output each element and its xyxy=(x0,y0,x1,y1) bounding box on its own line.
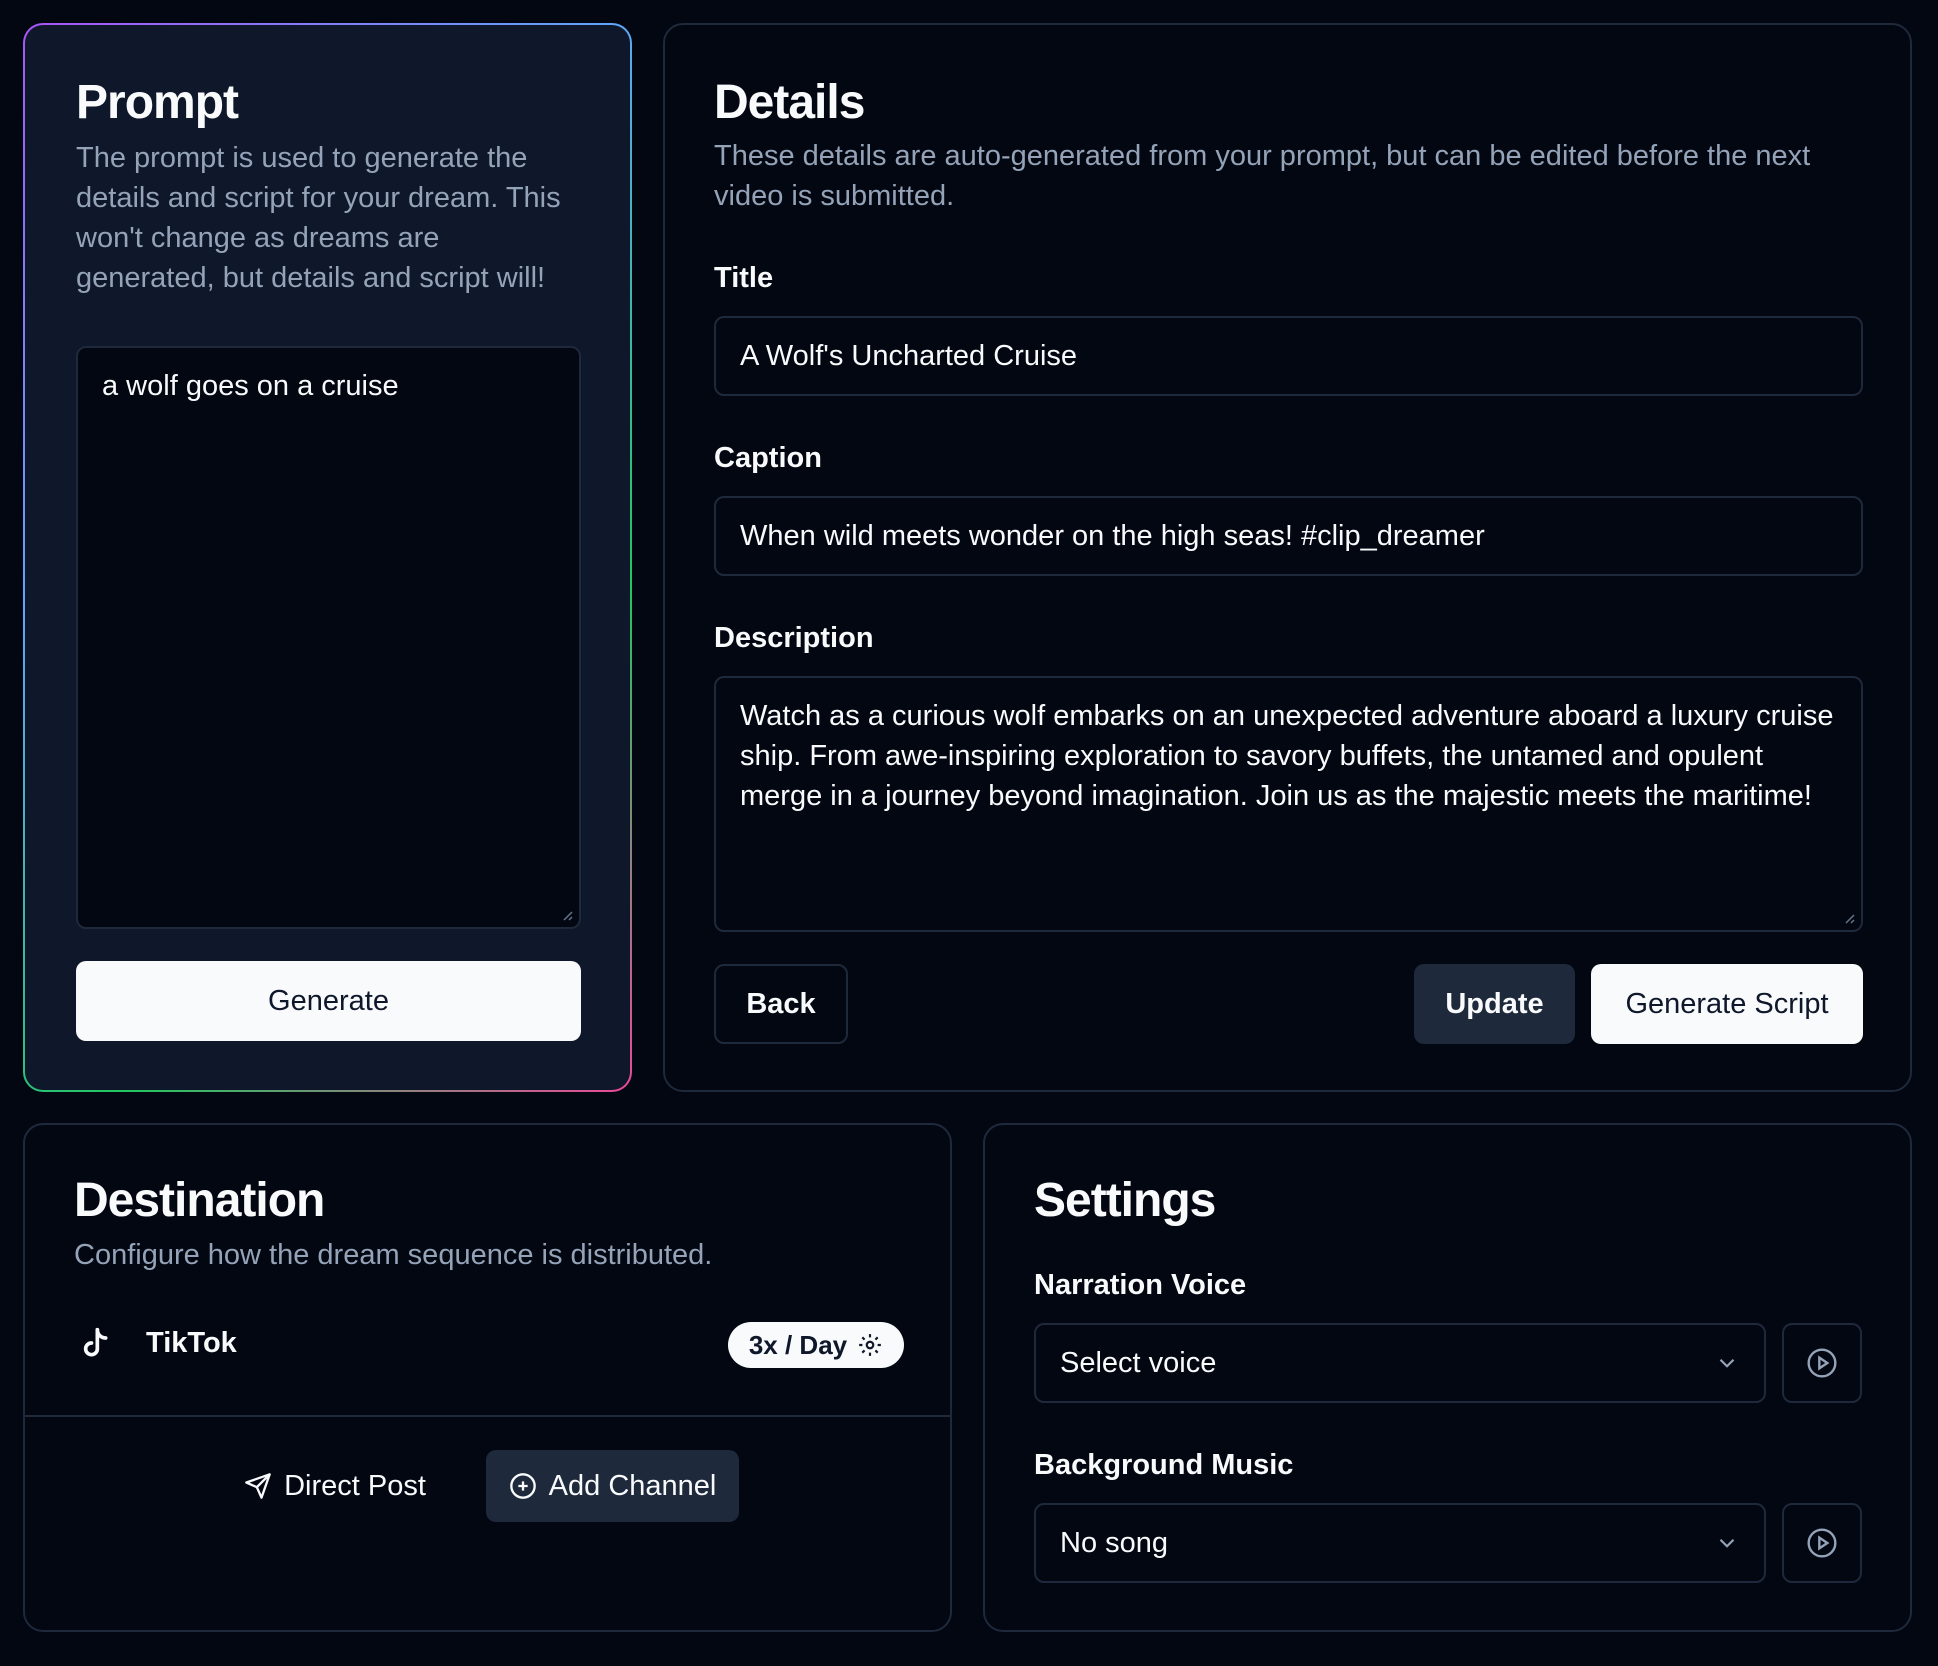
prompt-textarea[interactable] xyxy=(76,346,581,929)
settings-heading: Settings xyxy=(1034,1174,1216,1227)
details-heading: Details xyxy=(714,76,865,129)
title-value: A Wolf's Uncharted Cruise xyxy=(740,340,1078,372)
plus-circle-icon xyxy=(509,1472,537,1500)
title-input[interactable] xyxy=(714,316,1863,396)
divider xyxy=(25,1415,950,1417)
gear-icon xyxy=(857,1332,883,1358)
narration-voice-select[interactable] xyxy=(1034,1323,1766,1403)
details-card xyxy=(663,23,1912,1092)
destination-description: Configure how the dream sequence is distributed. xyxy=(74,1239,713,1271)
prompt-text: a wolf goes on a cruise xyxy=(102,370,399,402)
send-icon xyxy=(244,1472,272,1500)
prompt-card xyxy=(23,23,632,1092)
narration-voice-label: Narration Voice xyxy=(1034,1269,1247,1301)
caption-input[interactable] xyxy=(714,496,1863,576)
caption-value: When wild meets wonder on the high seas! #clip_dreamer xyxy=(740,520,1485,552)
destination-heading: Destination xyxy=(74,1174,325,1227)
narration-play-button[interactable] xyxy=(1782,1323,1862,1403)
channel-name: TikTok xyxy=(146,1327,237,1359)
frequency-badge[interactable] xyxy=(728,1322,904,1368)
destination-card xyxy=(23,1123,952,1632)
background-music-label: Background Music xyxy=(1034,1449,1294,1481)
background-music-value: No song xyxy=(1060,1527,1169,1559)
tiktok-icon xyxy=(74,1323,122,1371)
chevron-down-icon xyxy=(1714,1530,1740,1556)
narration-voice-value: Select voice xyxy=(1060,1347,1217,1379)
description-value: Watch as a curious wolf embarks on an unexpected adventure aboard a luxury cruise ship. From awe-inspiring exploration to savory buffets, the untamed and opulent merge in a journey beyond imagination. Join us as the majestic meets the maritime! xyxy=(740,700,1834,812)
title-label: Title xyxy=(714,262,774,294)
chevron-down-icon xyxy=(1714,1350,1740,1376)
add-channel-button[interactable] xyxy=(486,1450,739,1522)
prompt-heading: Prompt xyxy=(76,76,238,129)
resize-grip-icon[interactable] xyxy=(1841,910,1855,924)
caption-label: Caption xyxy=(714,442,822,474)
generate-script-button[interactable]: Generate Script xyxy=(1591,964,1863,1044)
back-button[interactable]: Back xyxy=(714,964,848,1044)
update-button[interactable]: Update xyxy=(1414,964,1575,1044)
details-description: These details are auto-generated from your prompt, but can be edited before the next video is submitted. xyxy=(714,140,1811,212)
settings-card xyxy=(983,1123,1912,1632)
frequency-text: 3x / Day xyxy=(748,1329,848,1360)
prompt-description: The prompt is used to generate the details and script for your dream. This won't change as dreams are generated, but details and script will! xyxy=(76,142,561,294)
play-circle-icon xyxy=(1806,1347,1838,1379)
description-label: Description xyxy=(714,622,874,654)
add-channel-label: Add Channel xyxy=(548,1469,717,1502)
generate-button[interactable]: Generate xyxy=(76,961,581,1041)
play-circle-icon xyxy=(1806,1527,1838,1559)
background-music-select[interactable] xyxy=(1034,1503,1766,1583)
direct-post-label: Direct Post xyxy=(284,1469,426,1502)
description-textarea[interactable] xyxy=(714,676,1863,932)
resize-grip-icon[interactable] xyxy=(559,907,573,921)
music-play-button[interactable] xyxy=(1782,1503,1862,1583)
direct-post-button[interactable] xyxy=(240,1450,430,1522)
